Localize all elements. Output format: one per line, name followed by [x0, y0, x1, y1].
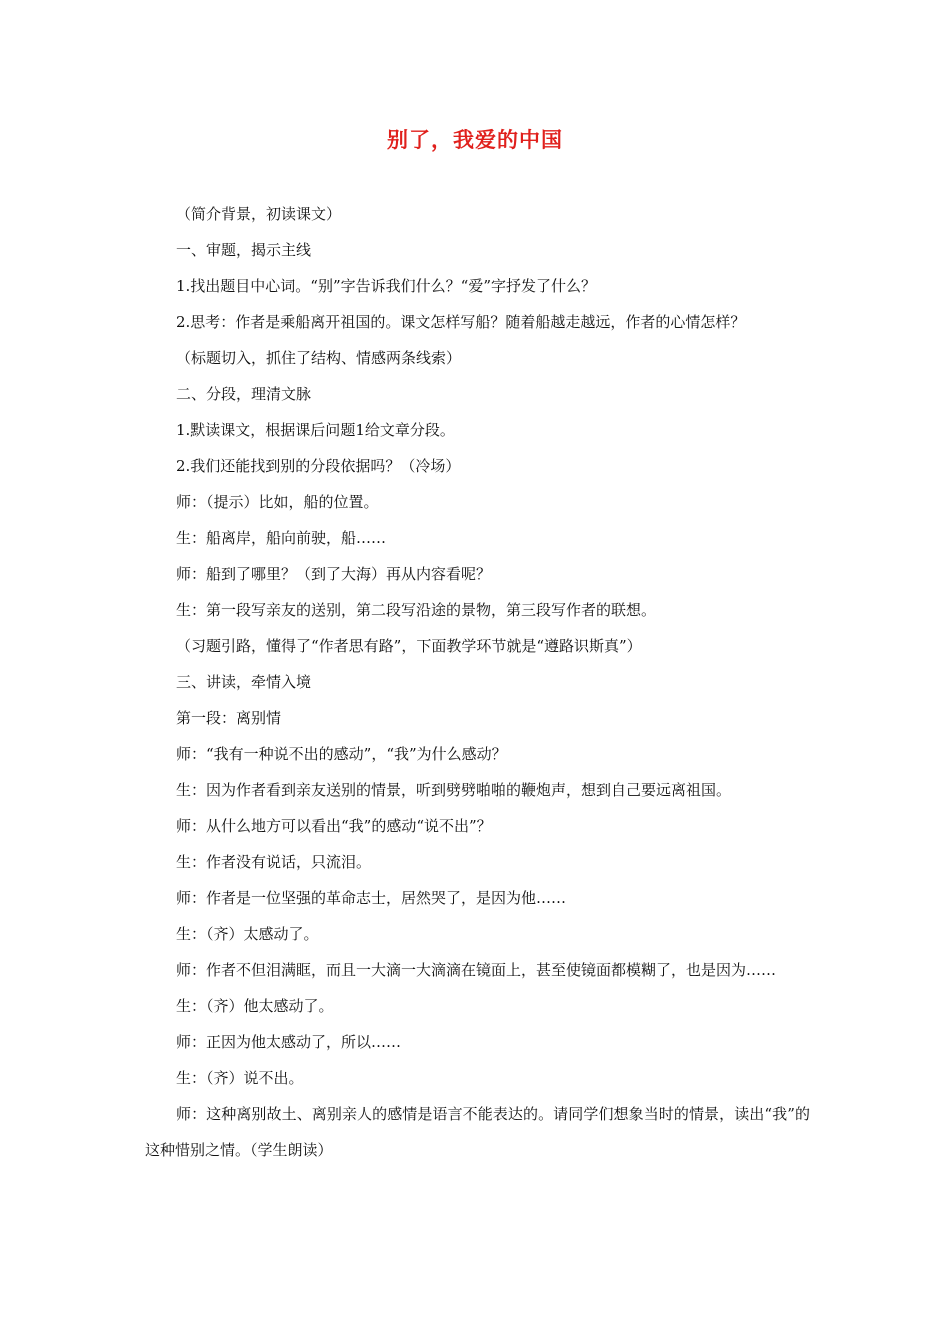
section-heading: 二、分段，理清文脉	[176, 385, 312, 403]
dialogue-line: 生：第一段写亲友的送别，第二段写沿途的景物，第三段写作者的联想。	[176, 601, 657, 619]
paragraph: 1.找出题目中心词。“别”字告诉我们什么？“爱”字抒发了什么？	[176, 277, 596, 295]
paragraph: （标题切入，抓住了结构、情感两条线索）	[176, 349, 462, 367]
paragraph: （习题引路，懂得了“作者思有路”，下面教学环节就是“遵路识斯真”）	[176, 637, 642, 655]
dialogue-line: 师：正因为他太感动了，所以……	[176, 1033, 402, 1051]
section-heading: 三、讲读，牵情入境	[176, 673, 312, 691]
dialogue-line: 生：（齐）太感动了。	[176, 925, 319, 943]
dialogue-line: 师：从什么地方可以看出“我”的感动“说不出”？	[176, 817, 492, 835]
dialogue-line: 师：作者不但泪满眶，而且一大滴一大滴滴在镜面上，甚至使镜面都模糊了，也是因为……	[176, 961, 777, 979]
dialogue-line: 生：船离岸，船向前驶，船……	[176, 529, 387, 547]
section-heading: 一、审题，揭示主线	[176, 241, 312, 259]
dialogue-line: 师：（提示）比如，船的位置。	[176, 493, 379, 511]
dialogue-line: 生：因为作者看到亲友送别的情景，听到劈劈啪啪的鞭炮声，想到自己要远离祖国。	[176, 781, 732, 799]
paragraph: 2.思考：作者是乘船离开祖国的。课文怎样写船？随着船越走越远，作者的心情怎样？	[176, 313, 746, 331]
paragraph: （简介背景，初读课文）	[176, 205, 342, 223]
dialogue-line: 生：（齐）说不出。	[176, 1069, 304, 1087]
document-title: 别了，我爱的中国	[387, 128, 563, 152]
dialogue-line: 师：作者是一位坚强的革命志士，居然哭了，是因为他……	[176, 889, 567, 907]
dialogue-line: 师：“我有一种说不出的感动”，“我”为什么感动？	[176, 745, 507, 763]
dialogue-line: 生：作者没有说话，只流泪。	[176, 853, 372, 871]
paragraph: 2.我们还能找到别的分段依据吗？（冷场）	[176, 457, 461, 475]
paragraph: 1.默读课文，根据课后问题1给文章分段。	[176, 421, 455, 439]
dialogue-line: 师：船到了哪里？（到了大海）再从内容看呢？	[176, 565, 492, 583]
subsection-heading: 第一段：离别情	[176, 709, 282, 727]
dialogue-line: 师：这种离别故土、离别亲人的感情是语言不能表达的。请同学们想象当时的情景，读出“我”的这种惜别之情。（学生朗读）	[145, 1105, 810, 1159]
document-body	[145, 196, 810, 1168]
dialogue-line: 生：（齐）他太感动了。	[176, 997, 334, 1015]
